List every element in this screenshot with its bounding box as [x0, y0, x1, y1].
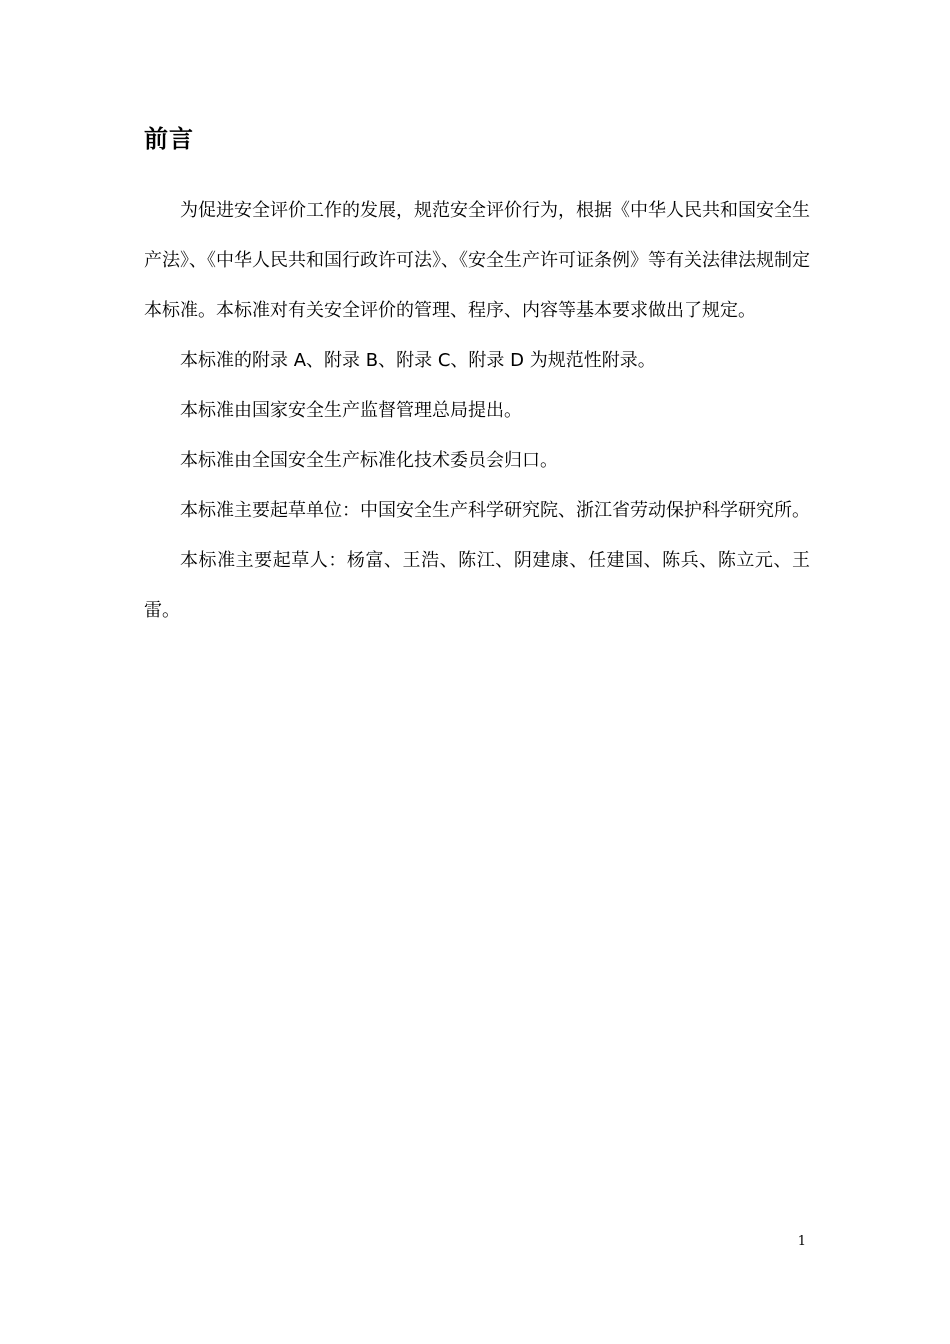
paragraph-drafters: 本标准主要起草人：杨富、王浩、陈江、阴建康、任建国、陈兵、陈立元、王雷。 — [144, 550, 810, 621]
paragraph-drafting-units: 本标准主要起草单位：中国安全生产科学研究院、浙江省劳动保护科学研究所。 — [180, 500, 810, 521]
page-title: 前言 — [144, 125, 194, 153]
paragraph-committee: 本标准由全国安全生产标准化技术委员会归口。 — [180, 450, 558, 471]
paragraph-proposer: 本标准由国家安全生产监督管理总局提出。 — [180, 400, 522, 421]
paragraph-appendices: 本标准的附录 A、附录 B、附录 C、附录 D 为规范性附录。 — [180, 350, 656, 371]
page-number: 1 — [797, 1234, 806, 1249]
foreword-body — [144, 186, 810, 636]
paragraph-purpose: 为促进安全评价工作的发展，规范安全评价行为，根据《中华人民共和国安全生产法》、《中华人民共和国行政许可法》、《安全生产许可证条例》等有关法律法规制定本标准。本标准对有关安全评价的管理、程序、内容等基本要求做出了规定。 — [144, 200, 810, 321]
